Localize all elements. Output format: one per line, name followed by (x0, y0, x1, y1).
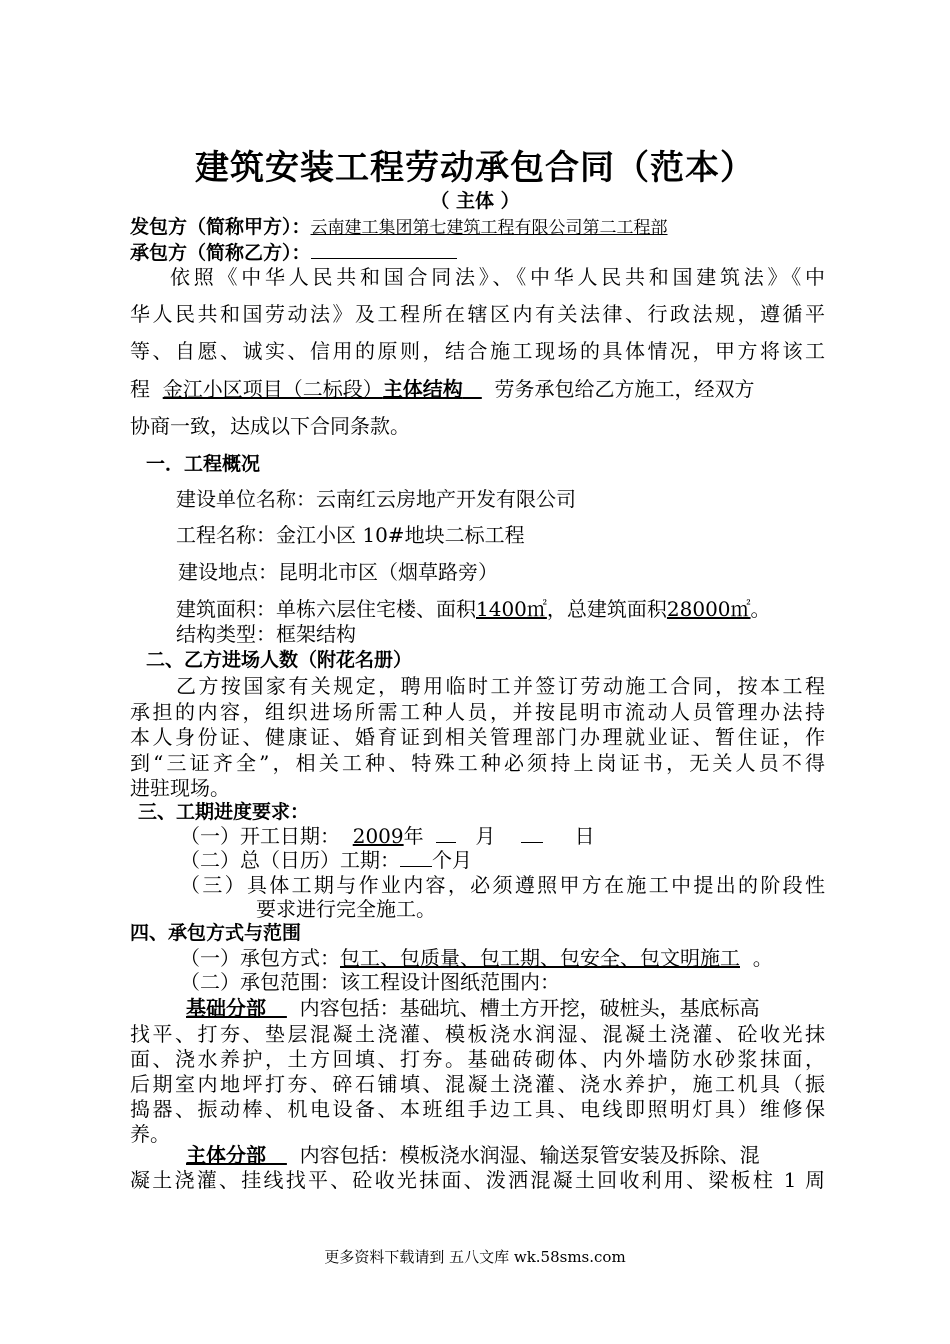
main-structure-line-2: 凝土浇灌、挂线找平、砼收光抹面、泼洒混凝土回收利用、梁板柱 1 周 (130, 1168, 825, 1192)
contract-mode-period: 。 (752, 946, 773, 970)
contract-mode-value: 包工、包质量、包工期、包安全、包文明施工 (340, 946, 740, 970)
s2-line-3: 本人身份证、健康证、婚育证到相关管理部门办理就业证、暂住证，作 (130, 725, 825, 749)
party-b-blank (311, 242, 457, 259)
s1-line-3: 建设地点：昆明北市区（烟草路旁） (178, 560, 498, 584)
party-a-value: 云南建工集团第七建筑工程有限公司第二工程部 (310, 218, 668, 238)
s4-line-2: （二）承包范围：该工程设计图纸范围内： (180, 970, 560, 994)
s2-line-5: 进驻现场。 (130, 776, 230, 800)
s2-line-2: 承担的内容，组织进场所需工种人员，并按昆明市流动人员管理办法持 (130, 700, 825, 724)
party-a-line (130, 212, 668, 239)
intro-line-1: 依照《中华人民共和国合同法》、《中华人民共和国建筑法》《中 (170, 265, 825, 289)
total-area-label: ，总建筑面积 (546, 597, 667, 621)
section-3-heading: 三、工期进度要求： (138, 801, 310, 823)
document-subtitle: （ 主体 ） (430, 190, 520, 212)
contract-mode-label: （一）承包方式： (180, 946, 340, 970)
s1-line-1: 建设单位名称：云南红云房地产开发有限公司 (176, 487, 576, 511)
page-footer: 更多资料下载请到 五八文库 wk.58sms.com (324, 1248, 626, 1266)
foundation-line-4: 后期室内地坪打夯、碎石铺填、混凝土浇灌、浇水养护，施工机具（振 (130, 1072, 825, 1096)
intro-line-4 (130, 373, 755, 402)
start-year: 2009 (352, 824, 404, 848)
foundation-content-start: 内容包括：基础坑、槽土方开挖，破桩头，基底标高 (299, 996, 760, 1020)
foundation-line-5: 捣器、振动棒、机电设备、本班组手边工具、电线即照明灯具）维修保 (130, 1097, 825, 1121)
intro-line-5: 协商一致，达成以下合同条款。 (130, 414, 410, 438)
s1-line-5: 结构类型：框架结构 (176, 622, 356, 646)
month-unit: 月 (475, 824, 496, 848)
foundation-line-1 (186, 992, 760, 1021)
project-name-text: 金江小区项目（二标段） (162, 377, 383, 401)
area-label: 建筑面积：单栋六层住宅楼、面积 (176, 597, 476, 621)
main-structure-label-text: 主体分部 (186, 1143, 266, 1167)
s1-line-2: 工程名称：金江小区 10#地块二标工程 (176, 523, 525, 547)
party-a-label: 发包方（简称甲方）： (130, 216, 311, 238)
foundation-line-6: 养。 (130, 1122, 170, 1146)
party-b-label: 承包方（简称乙方）： (130, 242, 311, 264)
section-1-heading: 一．工程概况 (146, 453, 261, 475)
area-period: 。 (750, 597, 771, 621)
foundation-label (186, 996, 287, 1020)
intro-line-2: 华人民共和国劳动法》及工程所在辖区内有关法律、行政法规，遵循平 (130, 302, 825, 326)
day-blank (521, 826, 543, 843)
s2-line-1: 乙方按国家有关规定，聘用临时工并签订劳动施工合同，按本工程 (176, 674, 825, 698)
s2-line-4: 到“三证齐全”，相关工种、特殊工种必须持上岗证书，无关人员不得 (130, 751, 825, 775)
foundation-line-3: 面、浇水养护，土方回填、打夯。基础砖砌体、内外墙防水砂浆抹面， (130, 1047, 825, 1071)
s3-line-4: 要求进行完全施工。 (256, 897, 436, 921)
s3-line-3: （三）具体工期与作业内容，必须遵照甲方在施工中提出的阶段性 (180, 873, 825, 897)
foundation-label-text: 基础分部 (186, 996, 266, 1020)
day-unit: 日 (574, 824, 595, 848)
total-area-value: 28000㎡ (666, 597, 751, 621)
project-scope: 主体结构 (382, 377, 463, 401)
duration-unit: 个月 (432, 848, 472, 872)
document-title: 建筑安装工程劳动承包合同（范本） (195, 148, 755, 188)
project-name (163, 377, 482, 401)
start-date-label: （一）开工日期： (180, 824, 340, 848)
intro-line-4-prefix: 程 (130, 377, 150, 401)
intro-line-4-suffix: 劳务承包给乙方施工，经双方 (494, 377, 755, 401)
section-4-heading: 四、承包方式与范围 (130, 922, 302, 944)
month-blank (436, 826, 456, 843)
main-structure-content-start: 内容包括：模板浇水润湿、输送泵管安装及拆除、混 (299, 1143, 760, 1167)
duration-label: （二）总（日历）工期： (180, 848, 400, 872)
duration-blank (400, 850, 432, 867)
section-2-heading: 二、乙方进场人数（附花名册） (146, 649, 413, 671)
intro-line-3: 等、自愿、诚实、信用的原则，结合施工现场的具体情况，甲方将该工 (130, 339, 825, 363)
single-area-value: 1400㎡ (476, 597, 547, 621)
foundation-line-2: 找平、打夯、垫层混凝土浇灌、模板浇水润湿、混凝土浇灌、砼收光抹 (130, 1022, 825, 1046)
year-unit: 年 (403, 824, 424, 848)
